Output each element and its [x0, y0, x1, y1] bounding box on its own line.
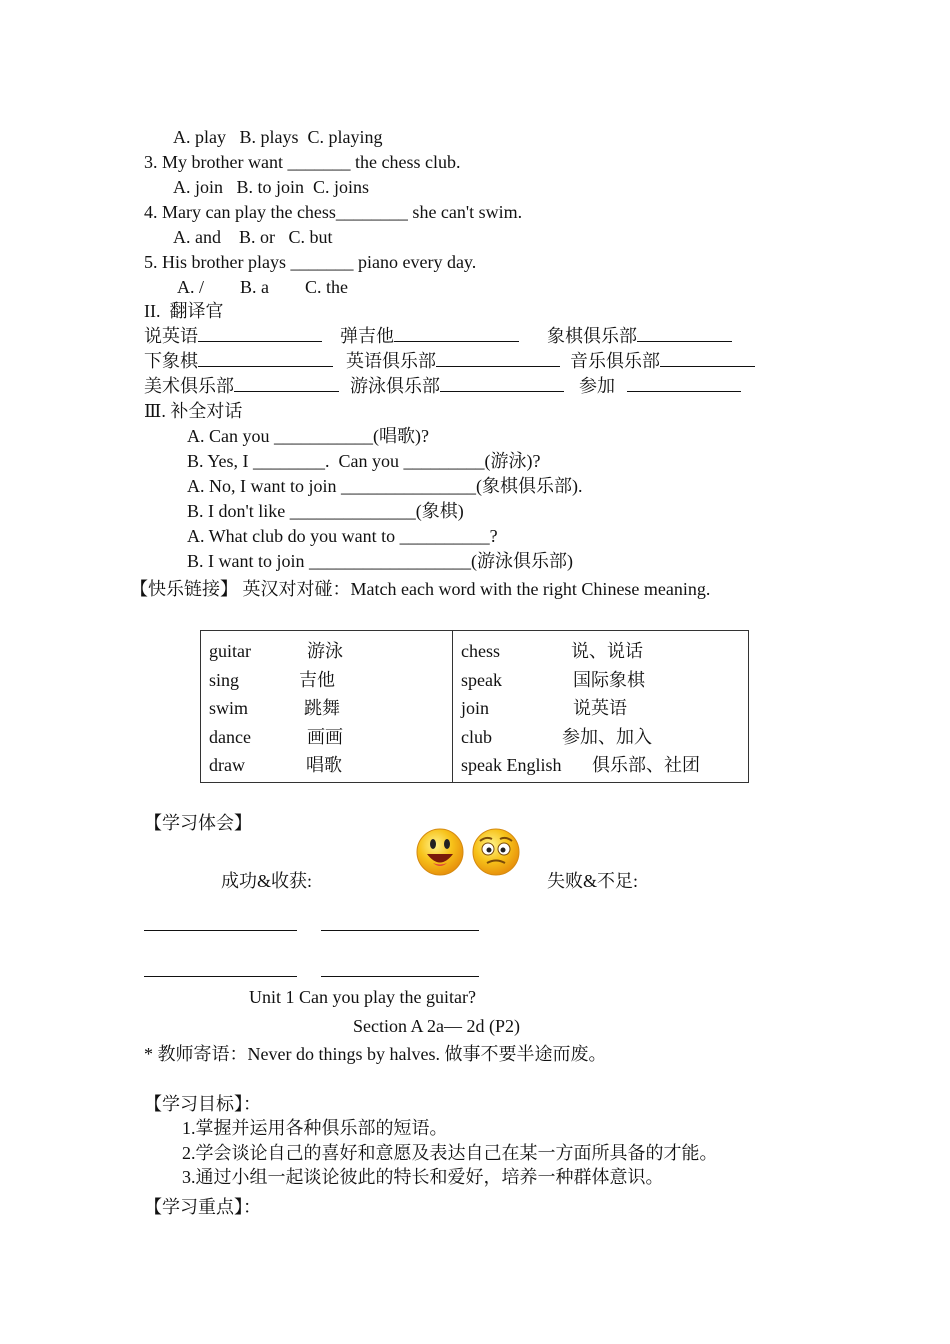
matching-right-column [453, 631, 749, 783]
match-row: join 说英语 [461, 698, 627, 718]
translate-item: 英语俱乐部 [346, 350, 560, 372]
match-row: sing 吉他 [209, 669, 335, 690]
q5-options: A. / B. a C. the [177, 277, 348, 297]
q4-options: A. and B. or C. but [173, 227, 333, 247]
translate-item: 弹吉他 [340, 325, 519, 347]
matching-table [200, 630, 749, 783]
answer-blank[interactable] [436, 350, 560, 367]
translate-item: 音乐俱乐部 [570, 350, 755, 372]
goal-item: 1.掌握并运用各种俱乐部的短语。 [182, 1118, 448, 1138]
answer-blank[interactable] [394, 325, 519, 342]
dialog-line: B. I want to join __________________(游泳俱乐部) [187, 551, 573, 571]
failure-line[interactable] [321, 976, 479, 977]
happy-link-title: 【快乐链接】 英汉对对碰：Match each word with the right Chinese meaning. [130, 579, 711, 599]
translate-item: 象棋俱乐部 [547, 325, 732, 347]
match-row: club 参加、加入 [461, 726, 652, 747]
failure-line[interactable] [321, 930, 479, 931]
match-row: speak English 俱乐部、社团 [461, 755, 700, 775]
success-line[interactable] [144, 930, 297, 931]
section-2-title: II. 翻译官 [144, 301, 224, 321]
goals-title: 【学习目标】： [144, 1094, 261, 1114]
dialog-line: A. No, I want to join _______________(象棋俱乐部). [187, 476, 583, 496]
translate-item: 参加 [579, 375, 741, 397]
section-3-title: Ⅲ. 补全对话 [144, 401, 243, 421]
answer-blank[interactable] [440, 375, 564, 392]
answer-blank[interactable] [627, 375, 741, 392]
dialog-line: B. I don't like ______________(象棋) [187, 501, 464, 521]
q2-options: A. play B. plays C. playing [173, 127, 383, 147]
match-row: swim 跳舞 [209, 698, 340, 718]
worried-face-icon [471, 827, 521, 877]
match-row: guitar 游泳 [209, 641, 343, 661]
question-4: 4. Mary can play the chess________ she can't swim. [144, 202, 523, 222]
dialog-line: A. What club do you want to __________? [187, 526, 498, 546]
section-title: Section A 2a— 2d (P2) [353, 1016, 520, 1036]
happy-face-icon [415, 827, 465, 877]
question-5: 5. His brother plays _______ piano every day. [144, 252, 477, 272]
failure-label: 失败&不足: [547, 871, 639, 891]
translate-item: 游泳俱乐部 [350, 375, 564, 397]
matching-left-column [201, 631, 453, 783]
translate-item: 说英语 [144, 325, 322, 347]
unit-title: Unit 1 Can you play the guitar? [249, 987, 476, 1007]
question-3: 3. My brother want _______ the chess club. [144, 152, 461, 172]
answer-blank[interactable] [198, 350, 333, 367]
translate-item: 美术俱乐部 [144, 375, 339, 397]
match-row: dance 画画 [209, 726, 343, 747]
goal-item: 3.通过小组一起谈论彼此的特长和爱好，培养一种群体意识。 [182, 1167, 664, 1187]
teacher-words: * 教师寄语：Never do things by halves. 做事不要半途而废。 [144, 1044, 607, 1064]
success-line[interactable] [144, 976, 297, 977]
answer-blank[interactable] [637, 325, 732, 342]
match-row: chess 说、说话 [461, 641, 643, 661]
focus-title: 【学习重点】： [144, 1197, 261, 1217]
dialog-line: B. Yes, I ________. Can you _________(游泳)? [187, 451, 541, 471]
answer-blank[interactable] [660, 350, 755, 367]
success-label: 成功&收获: [221, 871, 313, 891]
answer-blank[interactable] [198, 325, 322, 342]
goal-item: 2.学会谈论自己的喜好和意愿及表达自己在某一方面所具备的才能。 [182, 1143, 718, 1163]
match-row: draw 唱歌 [209, 755, 342, 775]
dialog-line: A. Can you ___________(唱歌)? [187, 426, 429, 446]
reflection-title: 【学习体会】 [144, 813, 252, 833]
answer-blank[interactable] [234, 375, 339, 392]
q3-options: A. join B. to join C. joins [173, 177, 370, 197]
match-row: speak 国际象棋 [461, 669, 645, 690]
translate-item: 下象棋 [144, 350, 333, 372]
